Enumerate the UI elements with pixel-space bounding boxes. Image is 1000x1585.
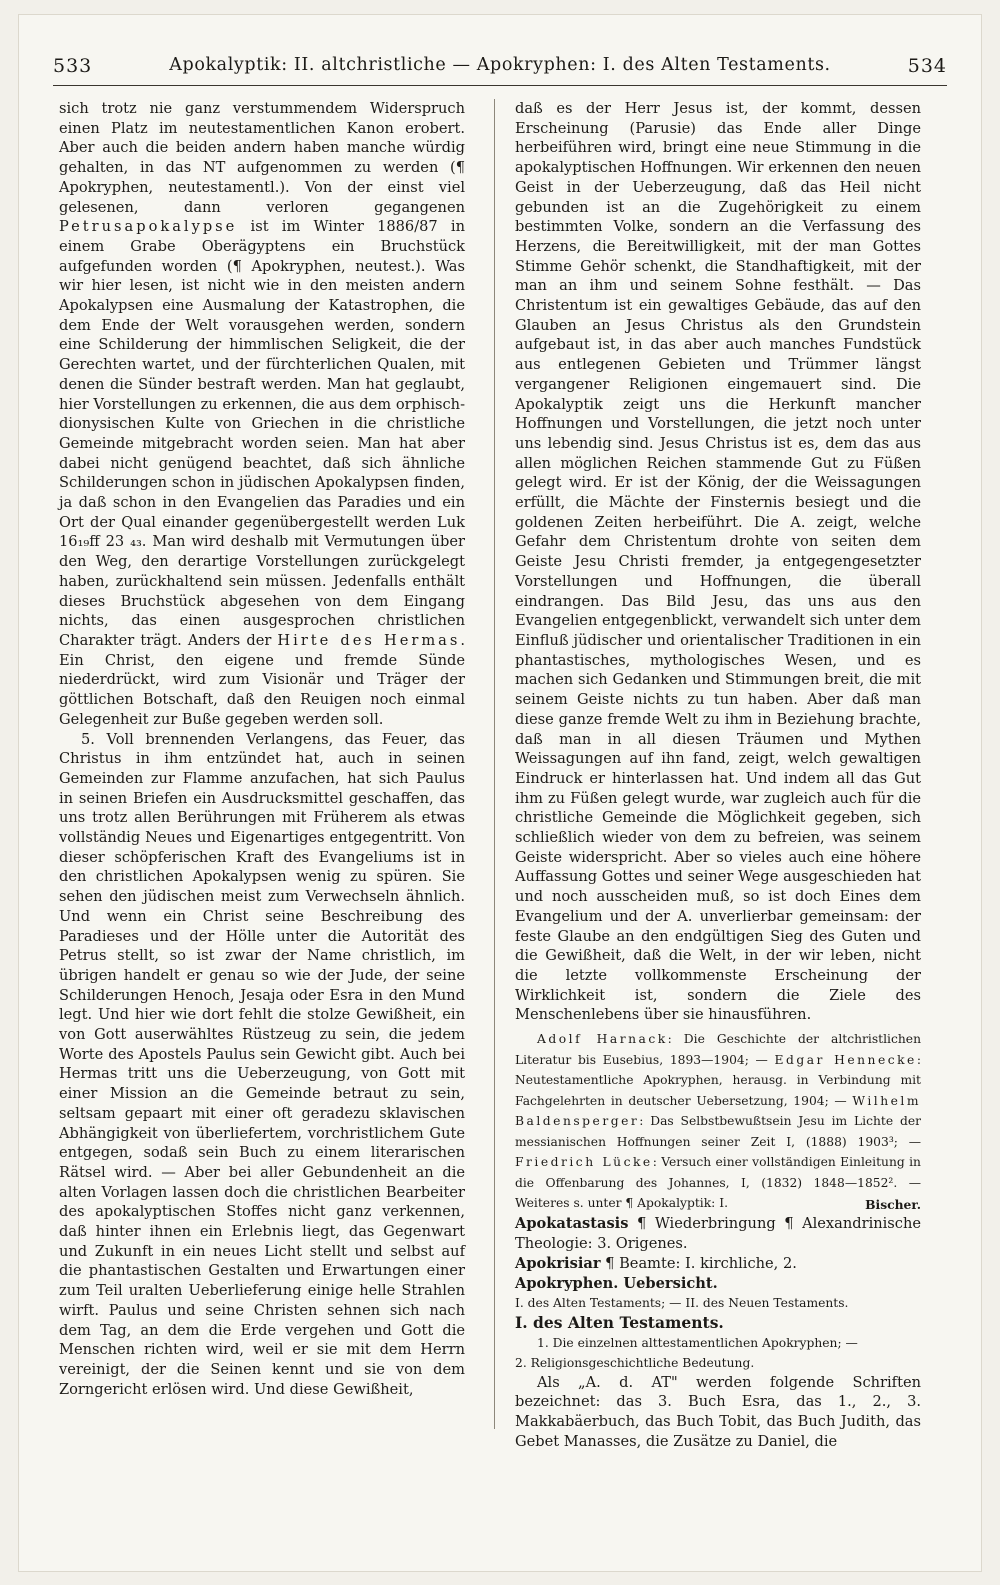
right-column — [515, 99, 921, 1451]
bib-author-baldensperger: Wilhelm Baldensperger — [515, 1093, 921, 1129]
entry-headword: Apokryphen. Uebersicht. — [515, 1274, 718, 1292]
section-outline-2: 2. Religionsgeschichtliche Bedeutung. — [515, 1355, 755, 1370]
bibliography: Adolf Harnack: Die Geschichte der altchristlichen Literatur bis Eusebius, 1893—1904; — Edgar Hennecke: Neutestamentliche Apokryphen, herausg. in Verbindung mit Fachgelehrten in deutscher Uebersetzung, 1904; — Wilhelm Baldensperger: Das Selbstbewußtsein Jesu im Lichte der messianischen Hoffnungen seiner Zeit I, (1888) 1903³; — Friedrich Lücke: Versuch einer vollständigen Einleitung in die Offenbarung des Johannes, I, (1832) 1848—1852². — Weiteres s. unter ¶ Apokalyptik: I. — [515, 1032, 921, 1211]
section-title: I. des Alten Testaments. — [515, 1312, 724, 1332]
paragraph-apocalypses: sich trotz nie ganz verstummendem Widerspruch einen Platz im neutestamentlichen Kanon erobert. Aber auch die beiden andern haben manche würdig gehalten, in das NT aufgenommen zu werden (¶ Apokryphen, neutestamentl.). Von der einst viel gelesenen, dann verloren gegangenen Petrusapokalypse ist im Winter 1886/87 in einem Grabe Oberägyptens ein Bruchstück aufgefunden worden (¶ Apokryphen, neutest.). Was wir hier lesen, ist nicht wie in den meisten andern Apokalypsen eine Ausmalung der Katastrophen, die dem Ende der Welt vorausgehen werden, sondern eine Schilderung der himmlischen Seligkeit, die der Gerechten wartet, und der fürchterlichen Qualen, mit denen die Sünder bestraft werden. Man hat geglaubt, hier Vorstellungen zu erkennen, die aus dem orphisch-dionysischen Kulte von Griechen in die christliche Gemeinde mitgebracht worden seien. Man hat aber dabei nicht genügend beachtet, daß sich ähnliche Schilderungen schon in jüdischen Apokalypsen finden, ja daß schon in den Evangelien das Paradies und ein Ort der Qual einander gegenübergestellt werden Luk 16₁₉ff 23 ₄₃. Man wird deshalb mit Vermutungen über den Weg, den derartige Vorstellungen zurückgelegt haben, zurückhaltend sein müssen. Jedenfalls enthält dieses Bruchstück abgesehen von dem Eingang nichts, das einen ausgesprochen christlichen Charakter trägt. Anders der Hirte des Hermas. Ein Christ, den eigene und fremde Sünde niederdrückt, wird zum Visionär und Träger der göttlichen Botschaft, daß den Reuigen noch einmal Gelegenheit zur Buße gegeben werden soll. — [59, 100, 465, 728]
paragraph-continuation: daß es der Herr Jesus ist, der kommt, dessen Erscheinung (Parusie) das Ende aller Dinge herbeiführen wird, bringt eine neue Stimmung in die apokalyptischen Hoffnungen. Wir erkennen den neuen Geist in der Ueberzeugung, daß das Heil nicht gebunden ist an die Zugehörigkeit zu einem bestimmten Volke, sondern an die Verfassung des Herzens, die Bereitwilligkeit, mit der man Gottes Stimme Gehör schenkt, die Standhaftigkeit, mit der man an ihm und seinem Sohne festhält. — Das Christentum ist ein gewaltiges Gebäude, das auf den Glauben an Jesus Christus als den Grundstein aufgebaut ist, in das aber auch manches Fundstück aus entlegenen Gebieten und Trümmer längst vergangener Religionen eingemauert sind. Die Apokalyptik zeigt uns die Herkunft mancher Hoffnungen und Vorstellungen, die jetzt noch unter uns lebendig sind. Jesus Christus ist es, dem das aus allen möglichen Reichen stammende Gut zu Füßen gelegt wird. Er ist der König, der die Weissagungen erfüllt, die Mächte der Finsternis besiegt und die goldenen Zeiten herbeiführt. Die A. zeigt, welche Gefahr dem Christentum drohte von seiten dem Geiste Jesu Christi fremder, ja entgegengesetzter Vorstellungen und Hoffnungen, die überall eindrangen. Das Bild Jesu, das uns aus den Evangelien entgegenblickt, verwandelt sich unter dem Einfluß jüdischer und orientalischer Traditionen in ein phantastisches, mythologisches Wesen, und es machen sich Gedanken und Stimmungen breit, die mit seinem Geiste nichts zu tun haben. Aber daß man diese ganze fremde Welt zu ihm in Beziehung brachte, daß man in all diesen Träumen und Mythen Weissagungen auf ihn fand, zeigt, welch gewaltigen Eindruck er hinterlassen hat. Und indem all das Gut ihm zu Füßen gelegt wurde, war zugleich auch für die christliche Gemeinde die Möglichkeit gegeben, sich schließlich wieder von dem zu befreien, was seinem Geiste widerspricht. Aber so vieles auch eine höhere Auffassung Gottes und seiner Wege ausgeschieden hat und noch ausscheiden muß, so ist doch Eines dem Evangelium und der A. unverlierbar gemeinsam: der feste Glaube an den endgültigen Sieg des Guten und die Gewißheit, daß die Welt, in der wir leben, nicht die letzte vollkommenste Erscheinung der Wirklichkeit ist, sondern die Ziele des Menschenlebens über sie hinausführen. — [515, 100, 921, 1024]
bib-author-hennecke: Edgar Hennecke — [774, 1052, 917, 1067]
spaced-term-hirte-des-hermas: Hirte des Hermas — [277, 631, 461, 649]
entry-apokatastasis: Apokatastasis ¶ Wiederbringung ¶ Alexandrinische Theologie: 3. Origenes. — [515, 1214, 921, 1252]
page-number-left: 533 — [53, 55, 93, 77]
bib-author-harnack: Adolf Harnack — [537, 1032, 668, 1047]
paragraph-section-5: 5. Voll brennenden Verlangens, das Feuer, das Christus in ihm entzündet hat, auch in seinen Gemeinden zur Flamme anzufachen, hat sich Paulus in seinen Briefen ein Ausdrucksmittel geschaffen, das uns trotz allen Berührungen mit Früherem als etwas vollständig Neues und Eigenartiges entgegentritt. Von dieser schöpferischen Kraft des Evangeliums ist in den christlichen Apokalypsen wenig zu spüren. Sie sehen den jüdischen meist zum Verwechseln ähnlich. Und wenn ein Christ seine Beschreibung des Paradieses und der Hölle unter die Autorität des Petrus stellt, so ist zwar der Name christlich, im übrigen handelt er genau so wie der Jude, der seine Schilderungen Henoch, Jesaja oder Esra in den Mund legt. Und hier wie dort fehlt die stolze Gewißheit, ein von Gott auserwähltes Rüstzeug zu sein, die jedem Worte des Apostels Paulus sein Gewicht gibt. Auch bei Hermas tritt uns die Ueberzeugung, von Gott mit einer Mission an die Gemeinde betraut zu sein, seltsam gepaart mit einer oft geradezu sklavischen Abhängigkeit von überliefertem, vorchristlichem Gute entgegen, sodaß sein Buch zu einem literarischen Rätsel wird. — Aber bei aller Gebundenheit an die alten Vorlagen lassen doch die christlichen Bearbeiter des apokalyptischen Stoffes nicht ganz verkennen, daß hinter ihnen ein Erlebnis liegt, das Gegenwart und Zukunft in ein neues Licht stellt und selbst auf die phantastischen Gestalten und Erwartungen einer zum Teil uralten Ueberlieferung einige helle Strahlen wirft. Paulus und seine Christen sehnen sich nach dem Tag, an dem die Erde vergehen und Gott die Menschen richten wird, weil er sie mit dem Herrn vereinigt, der die Seinen kennt und sie von dem Zorngericht erlösen wird. Und diese Gewißheit, — [59, 730, 465, 1398]
paragraph-final: Als „A. d. AT" werden folgende Schriften bezeichnet: das 3. Buch Esra, das 1., 2., 3. Makkabäerbuch, das Buch Tobit, das Buch Judith, das Gebet Manasses, die Zusätze zu Daniel, die — [515, 1373, 921, 1450]
left-column — [59, 99, 465, 1399]
page-number-right: 534 — [907, 55, 947, 77]
column-divider — [494, 99, 495, 1429]
page-header — [53, 49, 947, 86]
bib-author-luecke: Friedrich Lücke — [515, 1155, 653, 1170]
entry-overview: I. des Alten Testaments; — II. des Neuen Testaments. — [515, 1295, 849, 1310]
spaced-term-petrusapokalypse: Petrusapokalypse — [59, 218, 238, 236]
section-outline-1: 1. Die einzelnen alttestamentlichen Apokryphen; — — [537, 1335, 858, 1350]
entry-apokrisiar: Apokrisiar ¶ Beamte: I. kirchliche, 2. — [515, 1254, 797, 1272]
entry-headword: Apokrisiar — [515, 1254, 601, 1272]
page — [18, 14, 982, 1572]
entry-headword: Apokatastasis — [515, 1214, 629, 1232]
running-title: Apokalyptik: II. altchristliche — Apokryphen: I. des Alten Testaments. — [169, 55, 831, 75]
article-author: Bischer. — [865, 1196, 921, 1212]
entry-apokryphen — [515, 1274, 921, 1294]
